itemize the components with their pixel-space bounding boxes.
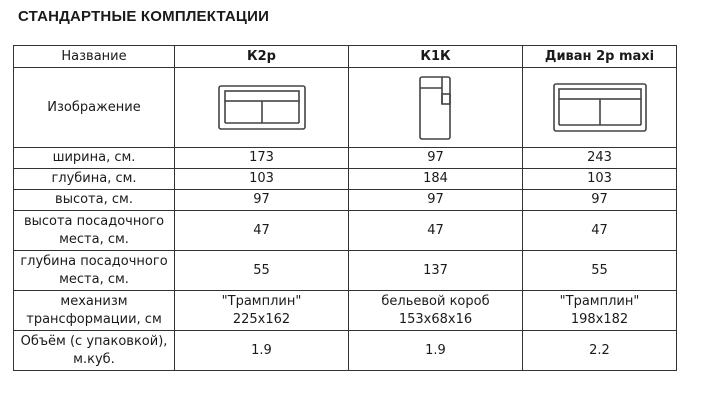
row-label: высота посадочного места, см.	[14, 211, 175, 251]
table-row	[14, 291, 677, 331]
specifications-table	[13, 45, 677, 371]
row-value: 97	[349, 190, 523, 211]
row-value: 47	[523, 211, 677, 251]
table-row	[14, 190, 677, 211]
chair-corner-module-icon	[416, 74, 456, 142]
row-value: 55	[523, 251, 677, 291]
row-value: 173	[175, 148, 349, 169]
page-title: СТАНДАРТНЫЕ КОМПЛЕКТАЦИИ	[18, 8, 270, 25]
name-header: Название	[14, 46, 175, 68]
model-header-k1k: К1К	[349, 46, 523, 68]
row-value: 97	[175, 190, 349, 211]
table-row	[14, 251, 677, 291]
table-row	[14, 211, 677, 251]
model-header-k2r: К2р	[175, 46, 349, 68]
row-value: 97	[349, 148, 523, 169]
row-value: 47	[175, 211, 349, 251]
row-label: ширина, см.	[14, 148, 175, 169]
image-row	[14, 68, 677, 148]
row-label: глубина посадочного места, см.	[14, 251, 175, 291]
row-value: 97	[523, 190, 677, 211]
model-header-divan-maxi: Диван 2р maxi	[523, 46, 677, 68]
image-cell-k2r	[175, 68, 349, 148]
table-row	[14, 169, 677, 190]
row-label: высота, см.	[14, 190, 175, 211]
row-value: бельевой короб 153х68х16	[349, 291, 523, 331]
row-value: 137	[349, 251, 523, 291]
sofa-two-seat-maxi-icon	[551, 81, 649, 135]
image-cell-divan-maxi	[523, 68, 677, 148]
row-value: 2.2	[523, 331, 677, 371]
row-label: Объём (с упаковкой), м.куб.	[14, 331, 175, 371]
row-value: 1.9	[349, 331, 523, 371]
row-label: механизм трансформации, см	[14, 291, 175, 331]
row-value: "Трамплин" 225х162	[175, 291, 349, 331]
row-value: 47	[349, 211, 523, 251]
row-label: глубина, см.	[14, 169, 175, 190]
sofa-two-seat-icon	[216, 83, 308, 133]
row-value: 1.9	[175, 331, 349, 371]
row-value: 243	[523, 148, 677, 169]
table-row	[14, 148, 677, 169]
image-label: Изображение	[14, 68, 175, 148]
table-row	[14, 331, 677, 371]
row-value: 103	[523, 169, 677, 190]
row-value: "Трамплин" 198х182	[523, 291, 677, 331]
row-value: 184	[349, 169, 523, 190]
row-value: 55	[175, 251, 349, 291]
image-cell-k1k	[349, 68, 523, 148]
row-value: 103	[175, 169, 349, 190]
header-row	[14, 46, 677, 68]
